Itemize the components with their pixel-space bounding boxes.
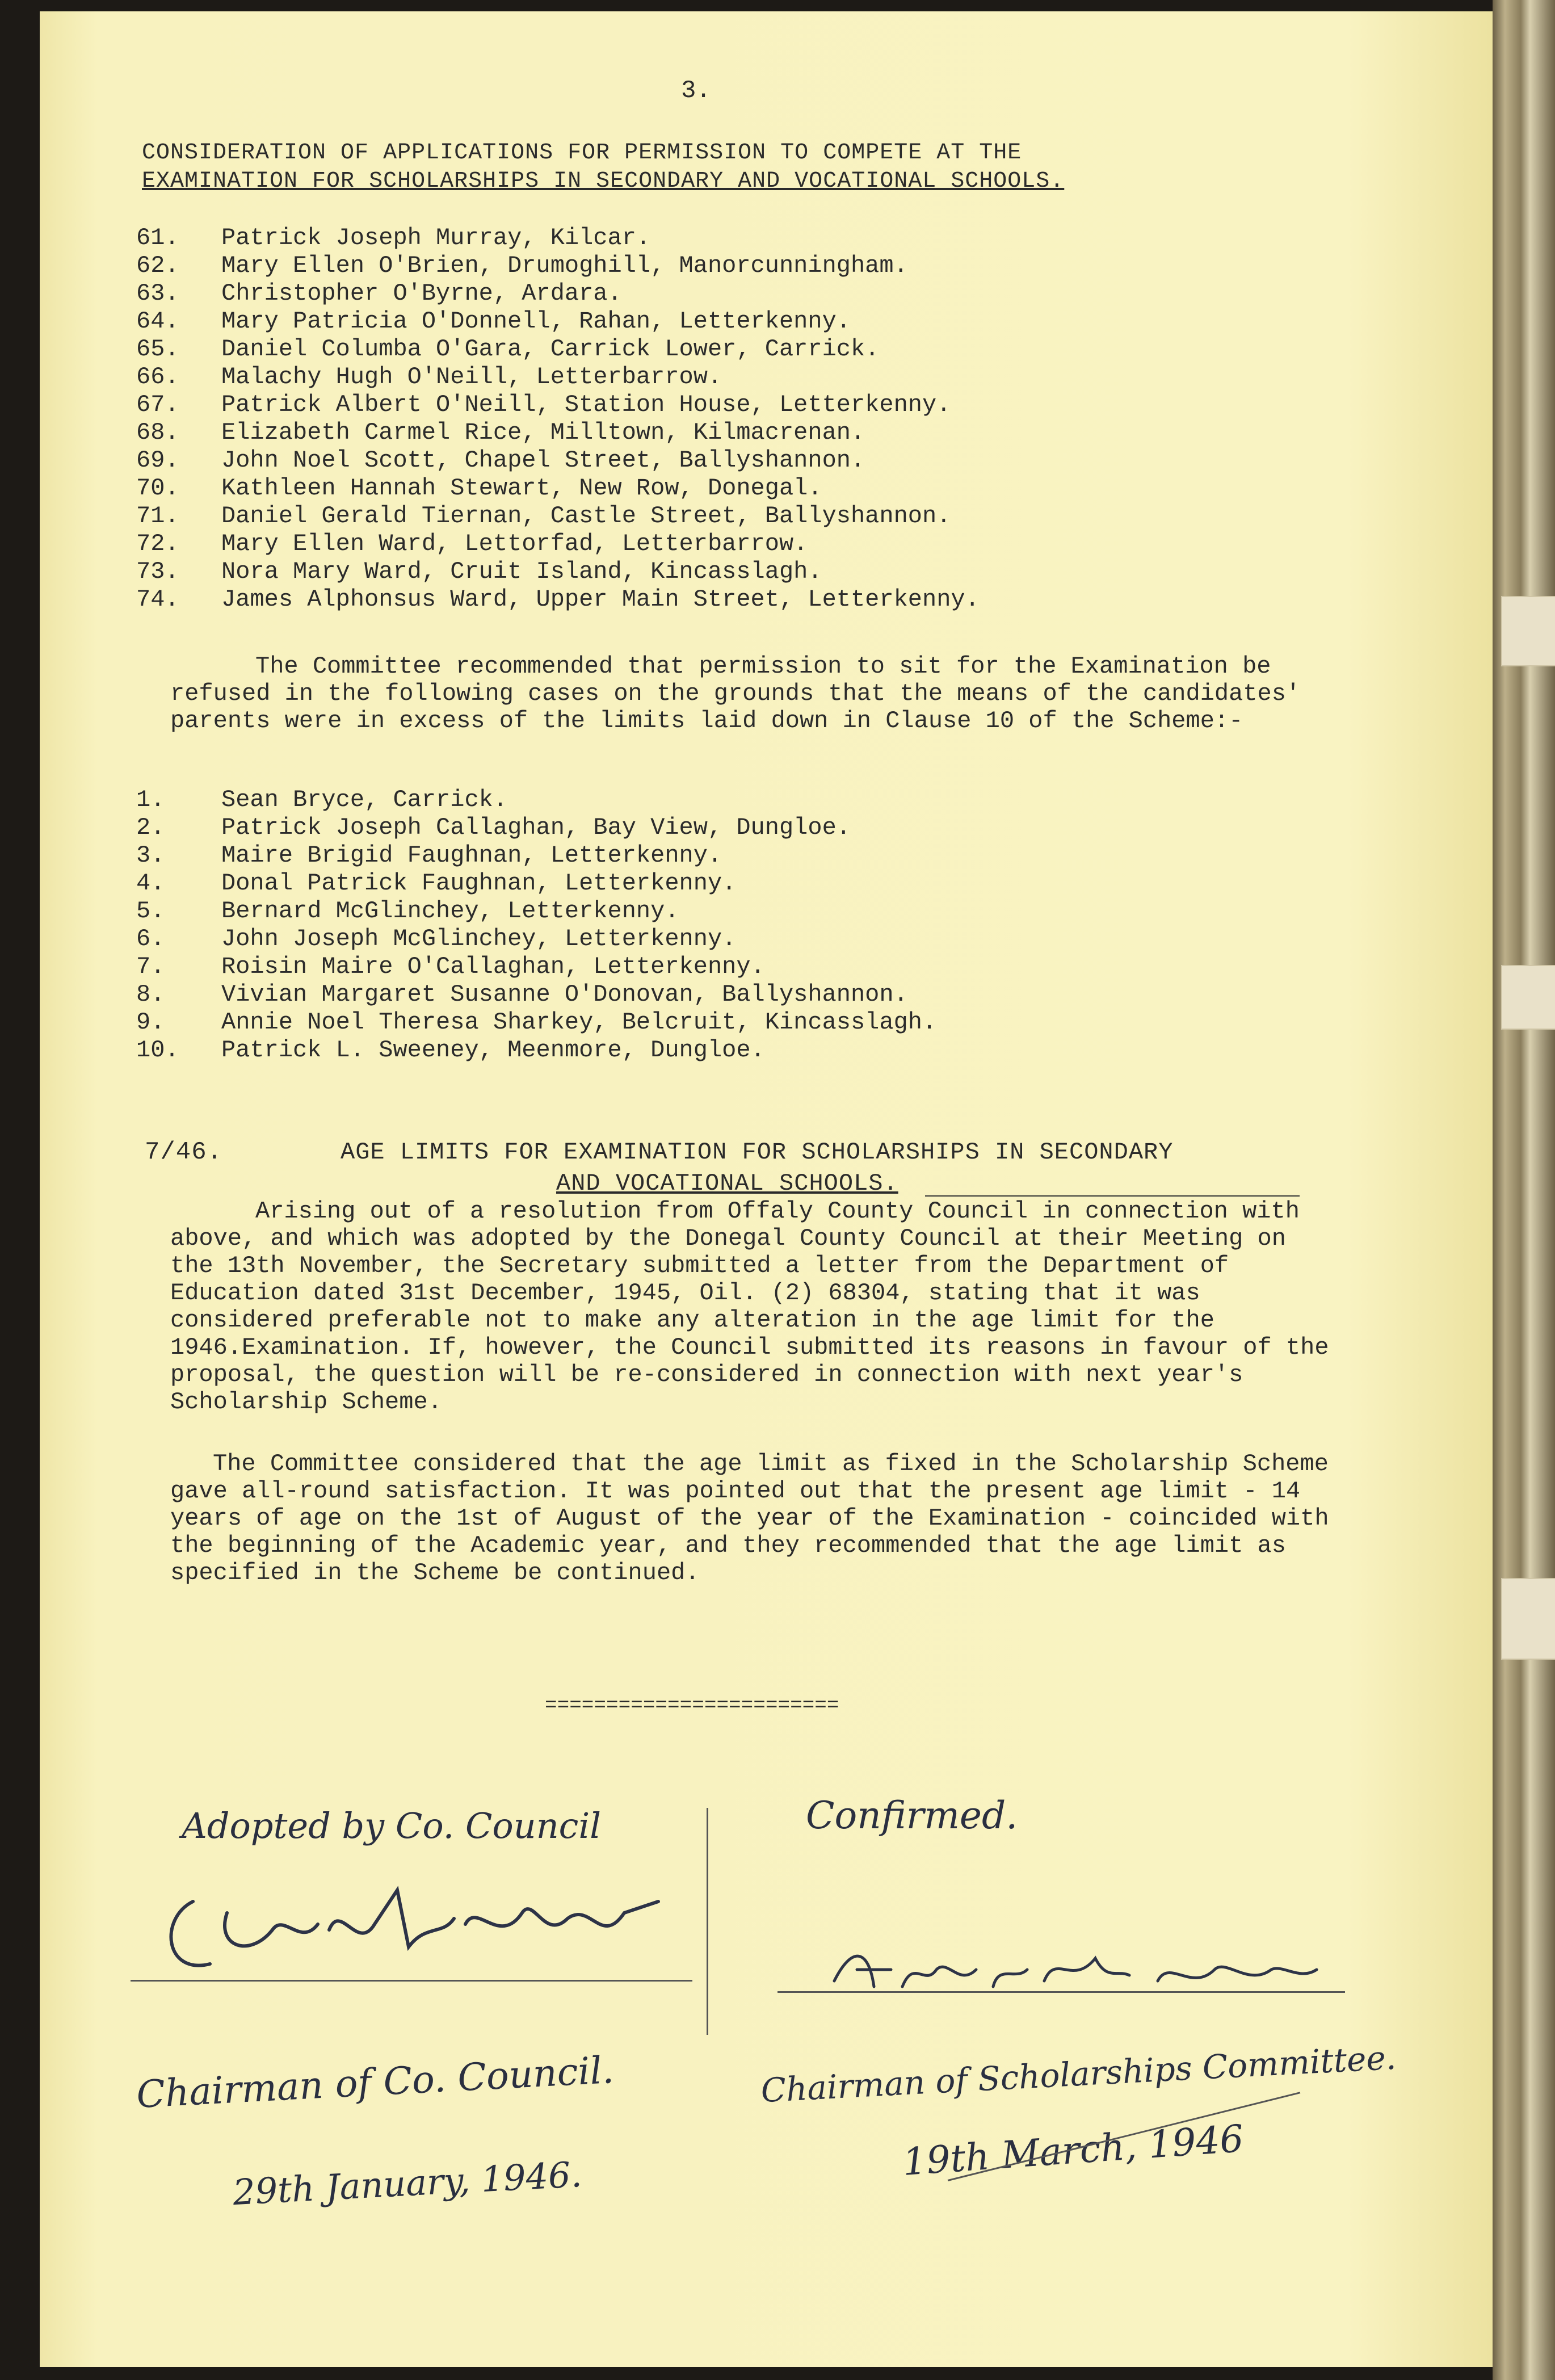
section-heading-line-2: AND VOCATIONAL SCHOOLS. <box>556 1170 898 1197</box>
list-item: 63. Christopher O'Byrne, Ardara. <box>136 280 622 307</box>
committee-signature-date: 19th March, 1946 <box>901 2117 1245 2184</box>
refused-candidates-list <box>136 786 936 1064</box>
list-item: 4. Donal Patrick Faughnan, Letterkenny. <box>136 870 737 897</box>
heading-line-2: EXAMINATION FOR SCHOLARSHIPS IN SECONDARY AND VOCATIONAL SCHOOLS. <box>142 169 1065 194</box>
list-item: 2. Patrick Joseph Callaghan, Bay View, Dungloe. <box>136 814 851 841</box>
page-tab <box>1501 965 1555 1030</box>
list-item: 69. John Noel Scott, Chapel Street, Ballyshannon. <box>136 447 865 474</box>
document-page <box>40 11 1493 2367</box>
council-chairman-signature <box>159 1867 681 1981</box>
section-paragraph-2: The Committee considered that the age limit as fixed in the Scholarship Scheme gave all-round satisfaction. It was pointed out that the present age limit - 14 years of age on the 1st of August of the year of the Examination - coincided with the beginning of the Academic year, and they recommended that the age limit as specified in the Scheme be continued. <box>170 1450 1329 1586</box>
refusal-paragraph: The Committee recommended that permission to sit for the Examination be refused in the following cases on the grounds that the means of the candidates' parents were in excess of the limits laid down in Clause 10 of the Scheme:- <box>170 653 1301 734</box>
signature-line-right <box>778 1991 1345 1993</box>
list-item: 9. Annie Noel Theresa Sharkey, Belcruit, Kincasslagh. <box>136 1009 937 1036</box>
list-item: 67. Patrick Albert O'Neill, Station House, Letterkenny. <box>136 391 951 418</box>
section-paragraph-1: Arising out of a resolution from Offaly County Council in connection with above, and which was adopted by the Donegal County Council at their Meeting on the 13th November, the Secretary submitted a letter from the Department of Education dated 31st December, 1945, Oil. (2) 68304, stating that it was considered preferable not to make any alteration in the age limit for the 1946.Examination. If, however, the Council submitted its reasons in favour of the proposal, the question will be re-considered in connection with next year's Scholarship Scheme. <box>170 1198 1329 1416</box>
page-tab <box>1501 1578 1555 1660</box>
list-item: 5. Bernard McGlinchey, Letterkenny. <box>136 897 679 925</box>
list-item: 10. Patrick L. Sweeney, Meenmore, Dungloe. <box>136 1036 765 1064</box>
confirmed-note: Confirmed. <box>806 1794 1018 1837</box>
divider-line: ======================== <box>545 1694 839 1717</box>
page-number: 3. <box>681 77 711 105</box>
list-item: 1. Sean Bryce, Carrick. <box>136 786 508 813</box>
list-item: 73. Nora Mary Ward, Cruit Island, Kincasslagh. <box>136 558 822 585</box>
list-item: 6. John Joseph McGlinchey, Letterkenny. <box>136 925 737 952</box>
section-number: 7/46. <box>145 1138 223 1166</box>
heading-line-1: CONSIDERATION OF APPLICATIONS FOR PERMISSION TO COMPETE AT THE <box>142 140 1022 166</box>
list-item: 64. Mary Patricia O'Donnell, Rahan, Letterkenny. <box>136 308 851 335</box>
list-item: 72. Mary Ellen Ward, Lettorfad, Letterbarrow. <box>136 530 808 557</box>
permitted-candidates-list <box>136 224 980 614</box>
list-item: 3. Maire Brigid Faughnan, Letterkenny. <box>136 842 722 869</box>
committee-chairman-signature <box>829 1936 1328 2004</box>
list-item: 71. Daniel Gerald Tiernan, Castle Street, Ballyshannon. <box>136 502 951 530</box>
committee-chairman-title: Chairman of Scholarships Committee. <box>759 2038 1397 2110</box>
book-binding <box>1493 0 1555 2380</box>
list-item: 74. James Alphonsus Ward, Upper Main Street, Letterkenny. <box>136 586 980 613</box>
page-tab <box>1501 596 1555 666</box>
list-item: 62. Mary Ellen O'Brien, Drumoghill, Manorcunningham. <box>136 252 908 279</box>
list-item: 66. Malachy Hugh O'Neill, Letterbarrow. <box>136 363 722 391</box>
list-item: 65. Daniel Columba O'Gara, Carrick Lower, Carrick. <box>136 335 880 363</box>
council-signature-date: 29th January, 1946. <box>232 2153 583 2214</box>
council-chairman-title: Chairman of Co. Council. <box>135 2048 615 2117</box>
section-heading-line-1: AGE LIMITS FOR EXAMINATION FOR SCHOLARSHIPS IN SECONDARY <box>341 1139 1174 1166</box>
signature-divider <box>707 1808 708 2035</box>
list-item: 68. Elizabeth Carmel Rice, Milltown, Kilmacrenan. <box>136 419 865 446</box>
list-item: 70. Kathleen Hannah Stewart, New Row, Donegal. <box>136 475 822 502</box>
list-item: 61. Patrick Joseph Murray, Kilcar. <box>136 224 651 251</box>
signature-line-left <box>131 1980 692 1982</box>
list-item: 7. Roisin Maire O'Callaghan, Letterkenny. <box>136 953 765 980</box>
heading-underline <box>925 1195 1300 1197</box>
list-item: 8. Vivian Margaret Susanne O'Donovan, Ballyshannon. <box>136 981 908 1008</box>
adopted-note: Adopted by Co. Council <box>182 1805 602 1846</box>
